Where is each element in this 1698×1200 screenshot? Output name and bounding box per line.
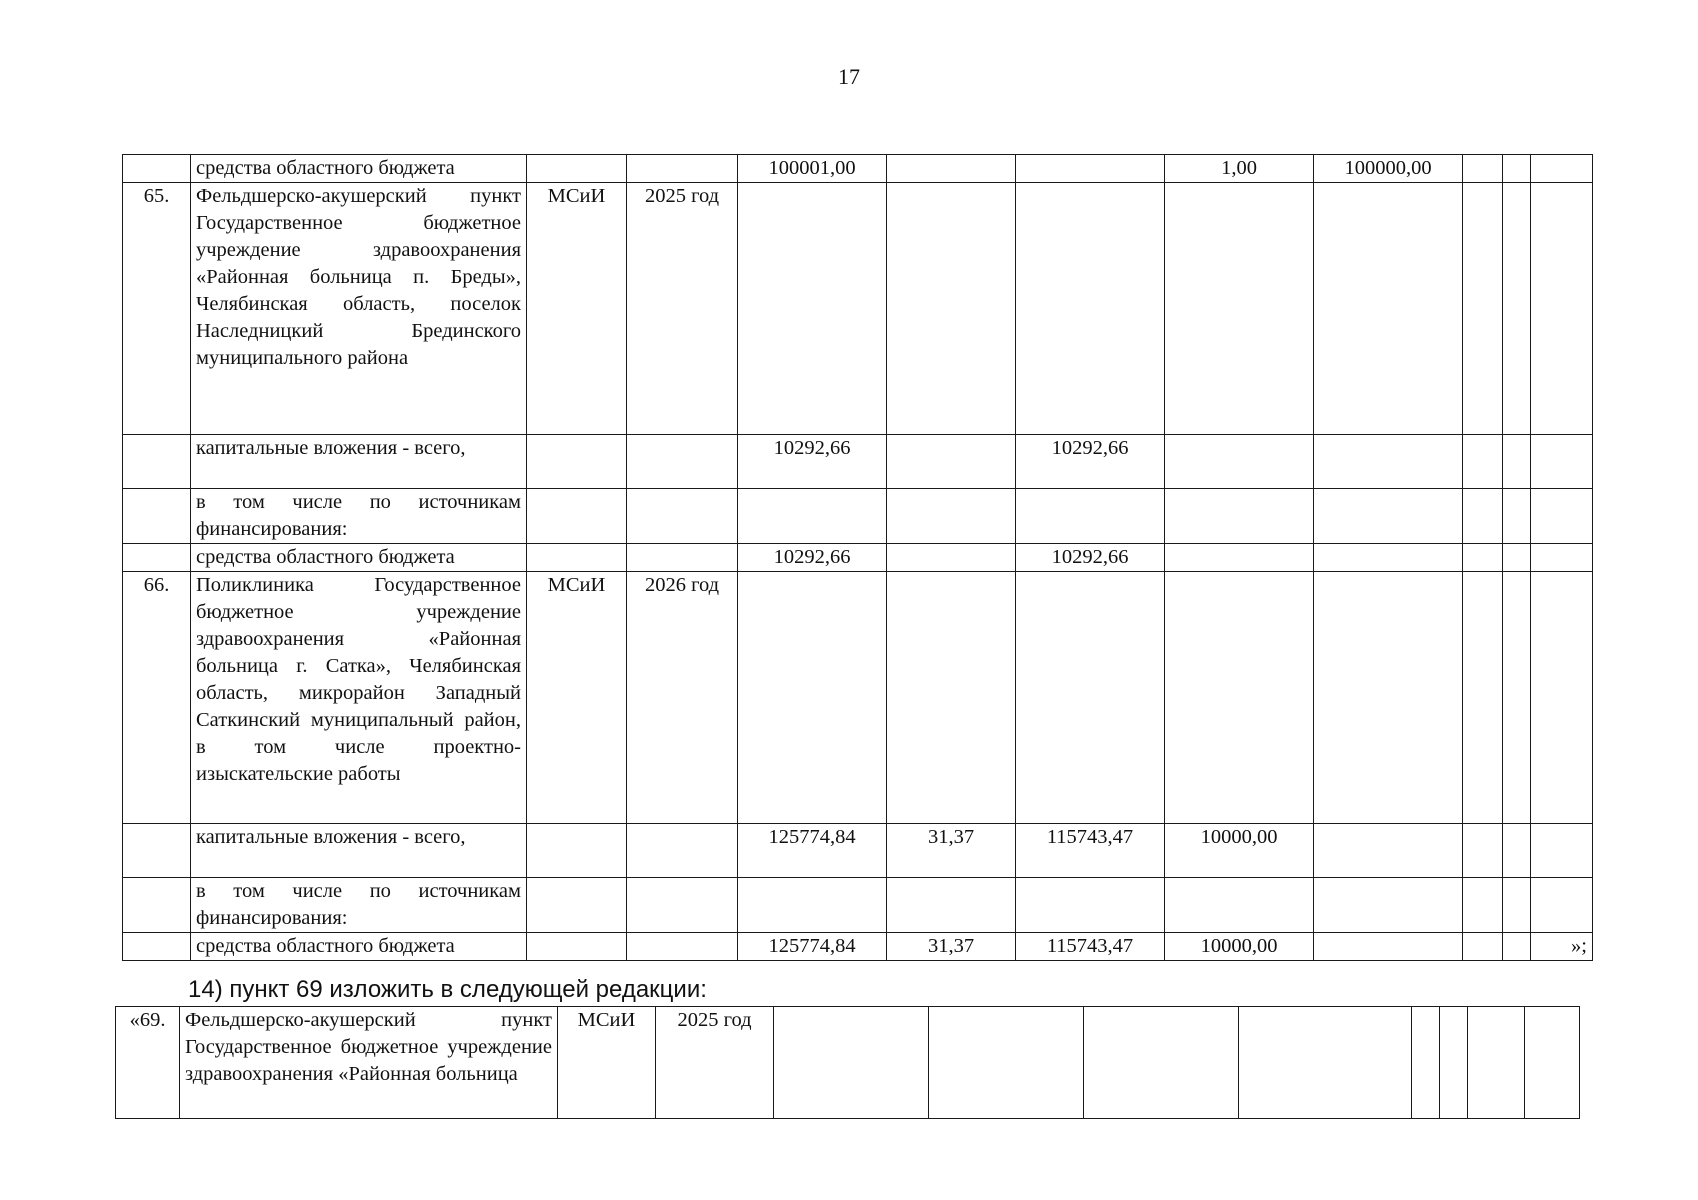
item-number xyxy=(123,544,191,572)
table-row xyxy=(123,489,1593,544)
value-col-7 xyxy=(1503,544,1531,572)
table-row xyxy=(123,435,1593,489)
value-col-4 xyxy=(1165,544,1314,572)
value-col-2 xyxy=(887,572,1016,824)
value-col-4: 1,00 xyxy=(1165,155,1314,183)
value-col-6 xyxy=(1463,824,1503,878)
value-cell xyxy=(929,1007,1084,1119)
page-number: 17 xyxy=(838,64,860,89)
item-number: 65. xyxy=(123,183,191,435)
total-value: 10292,66 xyxy=(738,544,887,572)
value-col-8: »; xyxy=(1531,933,1593,961)
value-col-2 xyxy=(887,878,1016,933)
year: 2025 год xyxy=(627,183,738,435)
total-value xyxy=(738,572,887,824)
value-col-6 xyxy=(1463,544,1503,572)
value-col-7 xyxy=(1503,824,1531,878)
value-col-5: 100000,00 xyxy=(1314,155,1463,183)
object-name: в том числе по источникам финансирования: xyxy=(191,489,527,544)
investment-table xyxy=(122,154,1593,961)
executor: МСиИ xyxy=(527,572,627,824)
total-value: 125774,84 xyxy=(738,824,887,878)
value-col-8 xyxy=(1531,572,1593,824)
value-col-7 xyxy=(1503,183,1531,435)
value-col-4 xyxy=(1165,183,1314,435)
year: 2026 год xyxy=(627,572,738,824)
value-col-6 xyxy=(1463,155,1503,183)
value-col-5 xyxy=(1314,489,1463,544)
value-col-3: 10292,66 xyxy=(1016,544,1165,572)
table-row xyxy=(123,933,1593,961)
value-col-7 xyxy=(1503,933,1531,961)
value-col-6 xyxy=(1463,572,1503,824)
item-number: «69. xyxy=(116,1007,180,1119)
executor xyxy=(527,155,627,183)
value-cell xyxy=(1525,1007,1580,1119)
value-col-2 xyxy=(887,435,1016,489)
value-col-7 xyxy=(1503,489,1531,544)
item-number xyxy=(123,155,191,183)
value-col-3: 115743,47 xyxy=(1016,824,1165,878)
table-row xyxy=(123,878,1593,933)
executor xyxy=(527,435,627,489)
item-number xyxy=(123,933,191,961)
year xyxy=(627,878,738,933)
table-row xyxy=(123,544,1593,572)
value-col-8 xyxy=(1531,824,1593,878)
value-col-4: 10000,00 xyxy=(1165,824,1314,878)
value-col-3: 115743,47 xyxy=(1016,933,1165,961)
value-col-4 xyxy=(1165,435,1314,489)
value-col-8 xyxy=(1531,878,1593,933)
executor: МСиИ xyxy=(558,1007,656,1119)
value-col-4: 10000,00 xyxy=(1165,933,1314,961)
value-col-5 xyxy=(1314,824,1463,878)
value-col-7 xyxy=(1503,878,1531,933)
value-col-7 xyxy=(1503,572,1531,824)
value-cell xyxy=(1084,1007,1239,1119)
object-name: Фельдшерско-акушерский пункт Государственное бюджетное учреждение здравоохранения «Районная больница п. Бреды», Челябинская область, поселок Наследницкий Брединского муниципального района xyxy=(191,183,527,435)
value-col-2 xyxy=(887,183,1016,435)
item-number xyxy=(123,489,191,544)
value-col-3: 10292,66 xyxy=(1016,435,1165,489)
value-col-5 xyxy=(1314,544,1463,572)
value-col-2 xyxy=(887,489,1016,544)
object-name: средства областного бюджета xyxy=(191,155,527,183)
value-col-7 xyxy=(1503,435,1531,489)
value-col-6 xyxy=(1463,183,1503,435)
value-col-4 xyxy=(1165,489,1314,544)
value-col-3 xyxy=(1016,489,1165,544)
total-value: 100001,00 xyxy=(738,155,887,183)
item-number: 66. xyxy=(123,572,191,824)
value-col-5 xyxy=(1314,933,1463,961)
total-value xyxy=(738,878,887,933)
value-col-4 xyxy=(1165,878,1314,933)
table-row xyxy=(116,1007,1580,1119)
object-name: капитальные вложения - всего, xyxy=(191,824,527,878)
executor xyxy=(527,824,627,878)
executor xyxy=(527,878,627,933)
value-col-5 xyxy=(1314,572,1463,824)
value-col-8 xyxy=(1531,155,1593,183)
value-cell xyxy=(1412,1007,1440,1119)
total-value xyxy=(738,183,887,435)
value-col-3 xyxy=(1016,572,1165,824)
value-col-5 xyxy=(1314,435,1463,489)
object-name: Поликлиника Государственное бюджетное учреждение здравоохранения «Районная больница г. Сатка», Челябинская область, микрорайон Западный Саткинский муниципальный район, в том числе проектно-изыскательские работы xyxy=(191,572,527,824)
table-row xyxy=(123,155,1593,183)
value-col-3 xyxy=(1016,183,1165,435)
total-value: 125774,84 xyxy=(738,933,887,961)
value-cell xyxy=(1468,1007,1525,1119)
executor: МСиИ xyxy=(527,183,627,435)
year xyxy=(627,544,738,572)
executor xyxy=(527,544,627,572)
value-col-2 xyxy=(887,544,1016,572)
value-cell xyxy=(774,1007,929,1119)
item-number xyxy=(123,878,191,933)
table-row xyxy=(123,183,1593,435)
value-col-7 xyxy=(1503,155,1531,183)
amendment-instruction: 14) пункт 69 изложить в следующей редакции: xyxy=(188,976,707,1003)
table-row xyxy=(123,824,1593,878)
year xyxy=(627,824,738,878)
year xyxy=(627,155,738,183)
year xyxy=(627,489,738,544)
value-col-6 xyxy=(1463,933,1503,961)
value-cell xyxy=(1239,1007,1412,1119)
value-col-2 xyxy=(887,155,1016,183)
value-col-6 xyxy=(1463,435,1503,489)
value-col-8 xyxy=(1531,544,1593,572)
object-name: средства областного бюджета xyxy=(191,933,527,961)
value-col-6 xyxy=(1463,489,1503,544)
value-col-3 xyxy=(1016,878,1165,933)
item-69-table xyxy=(115,1006,1580,1119)
value-col-2: 31,37 xyxy=(887,824,1016,878)
value-col-8 xyxy=(1531,435,1593,489)
value-col-5 xyxy=(1314,183,1463,435)
value-col-2: 31,37 xyxy=(887,933,1016,961)
year: 2025 год xyxy=(656,1007,774,1119)
object-name: в том числе по источникам финансирования: xyxy=(191,878,527,933)
item-number xyxy=(123,435,191,489)
table-row xyxy=(123,572,1593,824)
value-cell xyxy=(1440,1007,1468,1119)
object-name: средства областного бюджета xyxy=(191,544,527,572)
year xyxy=(627,435,738,489)
value-col-5 xyxy=(1314,878,1463,933)
executor xyxy=(527,933,627,961)
object-name: Фельдшерско-акушерский пункт Государственное бюджетное учреждение здравоохранения «Районная больница xyxy=(180,1007,558,1119)
value-col-8 xyxy=(1531,489,1593,544)
total-value: 10292,66 xyxy=(738,435,887,489)
year xyxy=(627,933,738,961)
executor xyxy=(527,489,627,544)
value-col-8 xyxy=(1531,183,1593,435)
value-col-4 xyxy=(1165,572,1314,824)
item-number xyxy=(123,824,191,878)
object-name: капитальные вложения - всего, xyxy=(191,435,527,489)
value-col-3 xyxy=(1016,155,1165,183)
total-value xyxy=(738,489,887,544)
value-col-6 xyxy=(1463,878,1503,933)
